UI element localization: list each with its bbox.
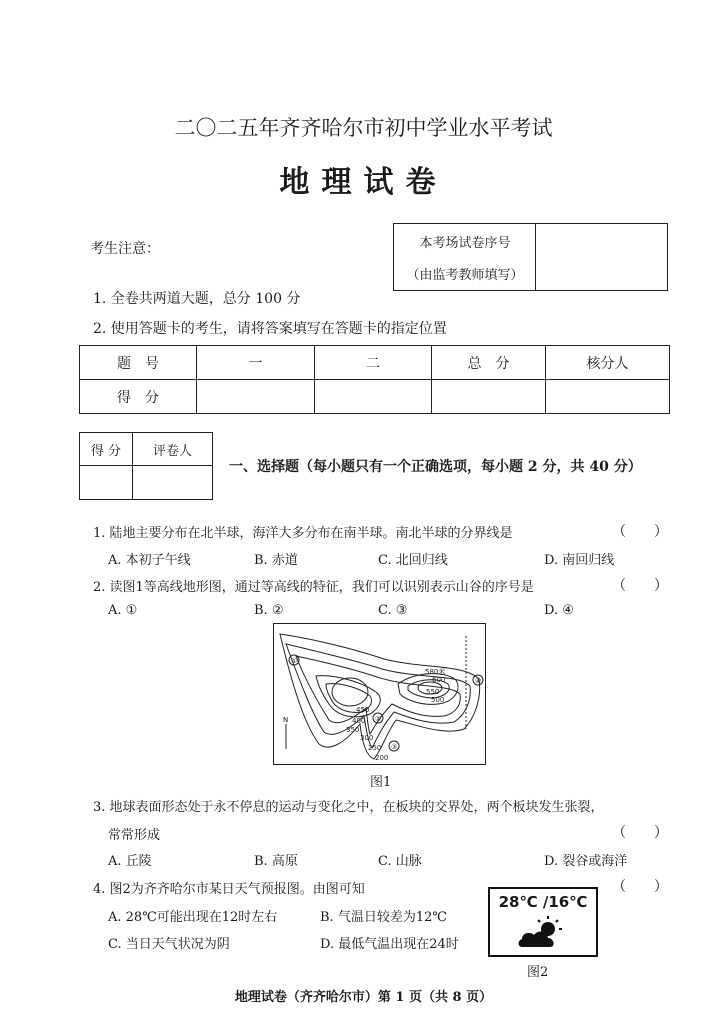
contour-map-drawing — [274, 624, 485, 764]
question-1-option-b: B. 赤道 — [254, 553, 298, 568]
question-2-option-b: B. ② — [254, 603, 284, 618]
contour-label-450: 450 — [356, 706, 370, 714]
marker-4: ④ — [475, 677, 482, 685]
figure-1-caption: 图1 — [370, 775, 392, 790]
serial-note: （由监考教师填写） — [406, 268, 524, 283]
question-4-option-b: B. 气温日较差为12℃ — [320, 910, 447, 925]
question-3-option-a: A. 丘陵 — [108, 854, 152, 869]
question-3-option-c: C. 山脉 — [378, 854, 422, 869]
notice-heading: 考生注意： — [90, 241, 160, 257]
exam-title: 二〇二五年齐齐哈尔市初中学业水平考试 — [174, 116, 553, 140]
score-table-header-row — [80, 346, 670, 380]
question-3-option-b: B. 高原 — [254, 854, 298, 869]
question-4-option-d: D. 最低气温出现在24时 — [320, 937, 459, 952]
header-total: 总 分 — [432, 346, 546, 380]
grader-score-cell — [80, 466, 133, 500]
question-2-option-c: C. ③ — [378, 603, 408, 618]
serial-label: 本考场试卷序号 — [419, 236, 511, 251]
question-4-option-a: A. 28℃可能出现在12时左右 — [108, 910, 278, 925]
marker-2: ② — [375, 715, 382, 723]
row-label-score: 得 分 — [80, 380, 197, 414]
temperature-range: 28℃ /16℃ — [498, 893, 588, 911]
contour-label-350: 350 — [346, 726, 360, 734]
figure-2-weather-forecast — [488, 887, 598, 957]
marker-3: ③ — [391, 743, 398, 751]
score-cell — [432, 380, 546, 414]
contour-label-300: 300 — [360, 734, 374, 742]
question-2-option-d: D. ④ — [544, 603, 574, 618]
score-table — [79, 345, 670, 414]
serial-number-box — [393, 223, 668, 291]
score-cell — [315, 380, 432, 414]
contour-label-200: 200 — [375, 754, 389, 762]
question-1-answer-paren: （ ） — [612, 524, 668, 540]
page-footer: 地理试卷（齐齐哈尔市）第 1 页（共 8 页） — [234, 990, 493, 1005]
question-1-option-d: D. 南回归线 — [544, 553, 615, 568]
header-part-2: 二 — [315, 346, 432, 380]
question-4-option-c: C. 当日天气状况为阴 — [108, 937, 230, 952]
section-1-heading: 一、选择题（每小题只有一个正确选项，每小题 2 分，共 40 分） — [229, 459, 642, 475]
marker-1: ① — [291, 657, 298, 665]
grader-score-label: 得 分 — [80, 433, 133, 466]
question-2-option-a: A. ① — [108, 603, 138, 618]
grader-name-label: 评卷人 — [133, 433, 213, 466]
contour-label-peak: 580米 — [425, 668, 446, 676]
question-4-answer-paren: （ ） — [612, 879, 668, 895]
contour-label-500: 500 — [431, 696, 445, 704]
question-3-answer-paren: （ ） — [612, 825, 668, 841]
question-2-stem: 2. 读图1等高线地形图，通过等高线的特征，我们可以识别表示山谷的序号是 — [93, 580, 534, 595]
grader-box — [79, 432, 213, 500]
grader-name-cell — [133, 466, 213, 500]
score-cell — [197, 380, 315, 414]
score-cell — [546, 380, 670, 414]
question-2-answer-paren: （ ） — [612, 578, 668, 594]
notice-item-1: 1. 全卷共两道大题，总分 100 分 — [93, 291, 301, 307]
question-1-option-c: C. 北回归线 — [378, 553, 448, 568]
header-question-number: 题 号 — [80, 346, 197, 380]
serial-label-cell — [394, 224, 536, 290]
header-checker: 核分人 — [546, 346, 670, 380]
question-1-option-a: A. 本初子午线 — [108, 553, 191, 568]
north-label: N — [283, 716, 289, 724]
question-3-option-d: D. 裂谷或海洋 — [544, 854, 628, 869]
question-1-stem: 1. 陆地主要分布在北半球，海洋大多分布在南半球。南北半球的分界线是 — [93, 526, 513, 541]
contour-label-250: 250 — [368, 744, 382, 752]
figure-2-caption: 图2 — [527, 965, 549, 980]
question-3-stem: 3. 地球表面形态处于永不停息的运动与变化之中，在板块的交界处，两个板块发生张裂， — [93, 800, 604, 815]
question-3-stem-line2: 常常形成 — [108, 828, 161, 843]
contour-label-600: 600 — [432, 676, 446, 684]
contour-label-400: 400 — [352, 717, 366, 725]
partly-cloudy-icon — [516, 915, 568, 951]
header-part-1: 一 — [197, 346, 315, 380]
paper-subject-title: 地理试卷 — [279, 165, 448, 200]
question-4-stem: 4. 图2为齐齐哈尔市某日天气预报图。由图可知 — [93, 882, 365, 897]
score-table-score-row — [80, 380, 670, 414]
contour-label-550: 550 — [426, 688, 440, 696]
figure-1-contour-map — [273, 623, 486, 765]
notice-item-2: 2. 使用答题卡的考生，请将答案填写在答题卡的指定位置 — [93, 321, 447, 337]
